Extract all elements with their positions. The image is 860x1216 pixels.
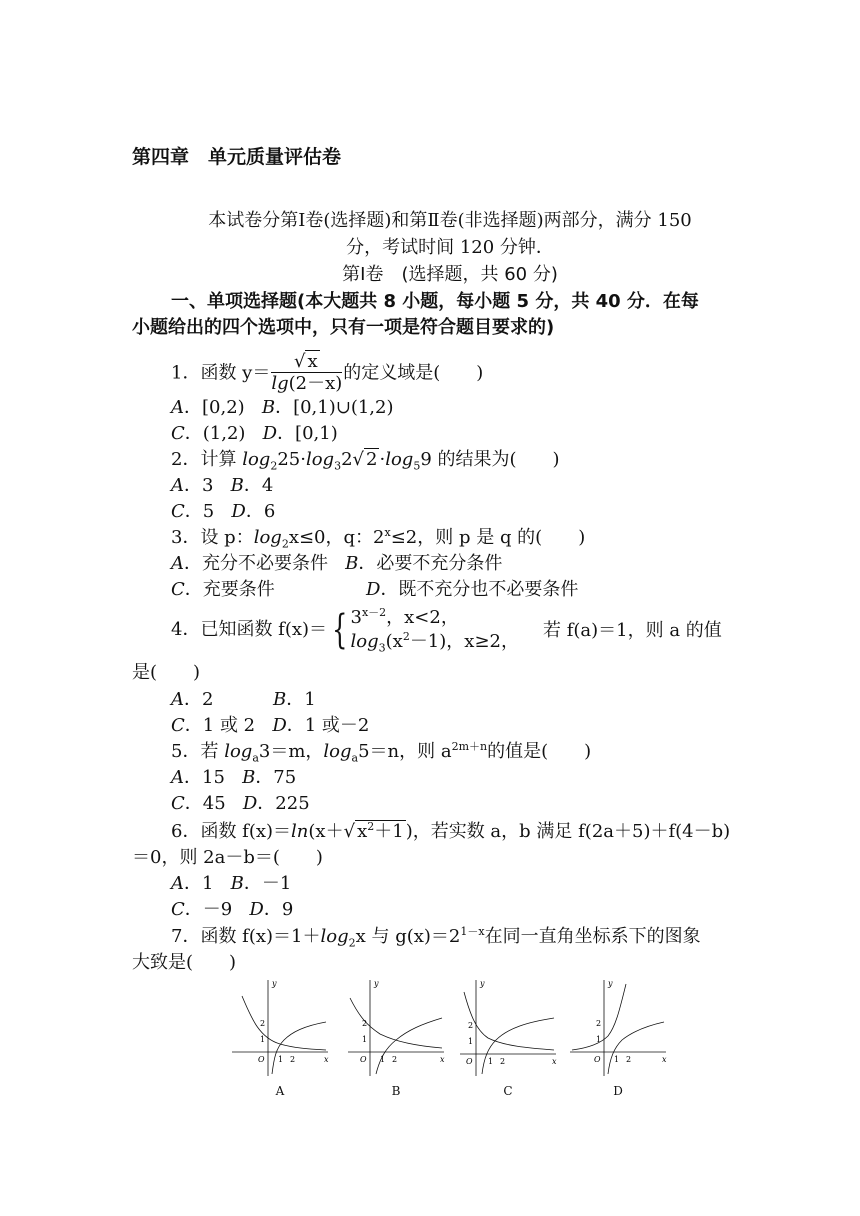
q5-b-label: B (242, 767, 256, 788)
q4-c2-exp: 2 (402, 630, 410, 643)
graph-b-x-tick-2: 2 (392, 1055, 398, 1064)
graph-b-increasing-curve (376, 1018, 442, 1074)
q3-exp: x (384, 526, 391, 539)
q3-log: log (253, 527, 282, 548)
graph-d-y-tick-2: 2 (596, 1019, 602, 1028)
q6-t2: )，若实数 a，b 满足 f(2a＋5)＋f(4－b) (405, 821, 731, 842)
q3-a-text: ．充分不必要条件 (184, 553, 328, 574)
q5-c-label: C (171, 793, 185, 814)
q4-b-text: ．1 (286, 689, 316, 710)
q2-log-3: log (385, 449, 414, 470)
q4-c1-exp: x－2 (361, 606, 387, 619)
page-title: 第四章 单元质量评估卷 (132, 146, 342, 168)
q2-d-text: ．6 (245, 501, 276, 522)
q3-a-label: A (171, 553, 184, 574)
q3-c-text: ．充要条件 (184, 579, 275, 600)
graph-d-x-tick-1: 1 (614, 1055, 620, 1064)
graph-c-decreasing-curve (464, 992, 554, 1050)
section-1-line-1: 一、单项选择题(本大题共 8 小题，每小题 5 分，共 40 分．在每 (171, 291, 699, 312)
q2-d-label: D (231, 501, 246, 522)
q4-d-text: ．1 或－2 (286, 715, 370, 736)
q1-suffix: 的定义域是( ) (343, 362, 484, 384)
q6-root-exp: 2 (367, 820, 375, 833)
graph-c-y-label: y (480, 979, 485, 988)
q4-prefix: 4．已知函数 f(x)＝ (171, 619, 328, 640)
q5-base-2: a (351, 751, 359, 765)
section-1-line-2: 小题给出的四个选项中，只有一项是符合题目要求的) (132, 317, 555, 338)
q3-prefix: 3．设 p： (171, 527, 254, 548)
graph-b-x-label: x (440, 1055, 445, 1064)
q5-base-1: a (252, 751, 259, 765)
q4-c-text: ．1 或 2 (184, 715, 256, 736)
graph-d-caption: D (613, 1084, 623, 1098)
graph-b-caption: B (391, 1084, 401, 1098)
q4-suffix: 若 f(a)＝1，则 a 的值 (543, 620, 722, 641)
q4-d-label: D (272, 715, 287, 736)
q6-root-a: x (357, 821, 368, 842)
q1-lg: lg (271, 373, 289, 394)
graph-d-increasing-curve (608, 1022, 664, 1074)
q4-b-label: B (273, 689, 287, 710)
graph-b (346, 978, 446, 1098)
q6-ln: ln (291, 821, 309, 842)
graph-c-x-label: x (552, 1057, 557, 1066)
q1-b-label: B (261, 397, 276, 418)
q6-c-label: C (171, 899, 185, 920)
q4-c2-log: log (350, 631, 379, 652)
q5-exp: 2m＋n (451, 740, 488, 753)
q6-root-b: ＋1 (374, 821, 404, 842)
q1-c-text: ．(1,2) (184, 423, 246, 444)
q2-prefix: 2．计算 (171, 449, 243, 470)
graph-b-x-tick-1: 1 (380, 1055, 386, 1064)
graph-c-x-tick-2: 2 (500, 1057, 506, 1066)
question-5 (171, 740, 591, 764)
graph-b-y-label: y (374, 979, 379, 988)
q2-base-2: 3 (334, 459, 342, 473)
q5-prefix: 5．若 (171, 741, 225, 762)
q5-log-2: log (323, 741, 352, 762)
q2-root: 2 (366, 449, 378, 470)
q7-exp: 1－x (460, 925, 485, 938)
graph-d-y-tick-1: 1 (596, 1035, 602, 1044)
question-4 (171, 606, 519, 654)
q6-d-text: ．9 (263, 899, 294, 920)
q2-b-label: B (230, 475, 244, 496)
question-3 (171, 526, 585, 550)
q1-d-label: D (262, 423, 278, 444)
q6-line-2: ＝0，则 2a－b＝( ) (132, 847, 323, 868)
q5-options-ab (171, 766, 296, 790)
q6-options-cd (171, 898, 293, 922)
q4-a-label: A (171, 689, 184, 710)
q7-prefix: 7．函数 f(x)＝1＋ (171, 926, 321, 947)
q4-option-b (273, 688, 316, 712)
q2-options-cd (171, 500, 275, 524)
q1-b-text: ．[0,1)∪(1,2) (275, 397, 394, 418)
graph-a (230, 978, 330, 1098)
q1-a-label: A (171, 397, 184, 418)
q1-options-ab (171, 396, 394, 420)
graph-b-origin: O (360, 1055, 367, 1064)
q6-root (355, 820, 406, 842)
graph-d-plot (568, 978, 668, 1078)
q6-t1: (x＋ (308, 821, 344, 842)
question-2: 2．计算 $\log_225\cdot\log_32√$ $2 \cdot\log_59$ 的结果为( ) (171, 449, 560, 473)
graph-d-x-label: x (662, 1055, 667, 1064)
q4-c2-base: 3 (378, 641, 386, 655)
graph-a-y-tick-2: 2 (260, 1019, 266, 1028)
q6-b-label: B (230, 873, 244, 894)
q5-a-text: ．15 (184, 767, 225, 788)
q7-base: 2 (348, 936, 356, 950)
graph-c-origin: O (466, 1057, 473, 1066)
q6-b-text: ．－1 (243, 873, 292, 894)
q6-options-ab (171, 872, 291, 896)
q7-line-2: 大致是( ) (132, 952, 237, 973)
q5-t1: 3＝m， (258, 741, 324, 762)
q5-t2: 5＝n，则 a (358, 741, 452, 762)
q6-a-label: A (171, 873, 184, 894)
q5-options-cd (171, 792, 310, 816)
question-6: 6．函数 f(x)＝ln(x＋√ $x^2+1$ )，若实数 a，b 满足 f(2a＋5)＋f(4－b) (171, 820, 731, 842)
intro-line-1: 本试卷分第Ⅰ卷(选择题)和第Ⅱ卷(非选择题)两部分，满分 150 (208, 210, 692, 231)
question-1 (171, 352, 483, 395)
q3-t2: ≤2，则 p 是 q 的( ) (390, 527, 586, 548)
graph-c-plot (458, 978, 558, 1078)
q4-c-label: C (171, 715, 185, 736)
q4-case-2 (351, 630, 519, 654)
q3-c-label: C (171, 579, 185, 600)
graph-c-y-tick-2: 2 (468, 1021, 474, 1030)
q4-cases (351, 606, 519, 654)
graph-b-y-tick-2: 2 (362, 1019, 368, 1028)
q3-base: 2 (281, 537, 289, 551)
q4-c1-base: 3 (350, 607, 362, 628)
q2-a-text: ．3 (184, 475, 214, 496)
graph-d-origin: O (594, 1055, 601, 1064)
q2-t4: 9 的结果为( ) (420, 449, 560, 470)
question-7 (171, 925, 701, 949)
q2-c-text: ．5 (184, 501, 215, 522)
graph-a-y-label: y (272, 979, 277, 988)
q1-options-cd (171, 422, 338, 446)
q1-den-arg: (2－x) (288, 373, 343, 394)
q1-numerator: √ x (271, 352, 342, 373)
q5-d-text: ．225 (257, 793, 310, 814)
q3-b-label: B (345, 553, 359, 574)
q3-options-cd (171, 578, 275, 602)
q1-d-text: ．[0,1) (277, 423, 338, 444)
q3-d-text: ．既不充分也不必要条件 (380, 579, 579, 600)
q6-a-text: ．1 (184, 873, 214, 894)
q3-options-ab (171, 552, 502, 576)
graph-d-y-label: y (608, 979, 613, 988)
q6-prefix: 6．函数 f(x)＝ (171, 821, 292, 842)
graph-c-y-tick-1: 1 (468, 1037, 474, 1046)
graph-d-x-tick-2: 2 (626, 1055, 632, 1064)
graph-d (568, 978, 668, 1098)
graph-c-x-tick-1: 1 (488, 1057, 494, 1066)
q3-d-label: D (366, 579, 381, 600)
graph-a-origin: O (258, 1055, 265, 1064)
intro-line-2: 分，考试时间 120 分钟． (346, 237, 554, 258)
q1-c-label: C (171, 423, 185, 444)
graph-c-caption: C (503, 1084, 513, 1098)
q4-a-text: ．2 (184, 689, 214, 710)
q2-a-label: A (171, 475, 184, 496)
q7-log: log (320, 926, 349, 947)
q6-d-label: D (249, 899, 264, 920)
q2-b-text: ．4 (243, 475, 274, 496)
q5-a-label: A (171, 767, 184, 788)
q4-c2-arg1: (x (385, 631, 403, 652)
q5-b-text: ．75 (255, 767, 297, 788)
q3-option-d (366, 578, 578, 602)
graph-a-y-tick-1: 1 (260, 1035, 266, 1044)
q7-t2: 在同一直角坐标系下的图象 (484, 926, 701, 947)
q2-log-2: log (305, 449, 335, 470)
q2-base-1: 2 (270, 459, 278, 473)
q4-line-2: 是( ) (132, 662, 201, 683)
q1-prefix: 1．函数 y＝ (171, 362, 271, 384)
q4-brace: { (332, 607, 348, 653)
q1-a-text: ．[0,2) (184, 397, 245, 418)
graph-b-plot (346, 978, 446, 1078)
q4-c2-arg2: －1)，x≥2， (409, 631, 519, 652)
q3-b-text: ．必要不充分条件 (358, 553, 503, 574)
q6-c-text: ．－9 (184, 899, 233, 920)
q2-t3: · (379, 449, 386, 470)
q2-options-ab (171, 474, 273, 498)
graph-a-x-tick-1: 1 (278, 1055, 284, 1064)
q1-num-text: x (307, 351, 318, 372)
q1-fraction (271, 352, 342, 395)
q4-case-1 (351, 606, 519, 630)
q5-log-1: log (224, 741, 253, 762)
graph-a-x-label: x (324, 1055, 329, 1064)
q4-c1-cond: ，x<2， (386, 607, 459, 628)
q3-t1: x≤0，q：2 (288, 527, 385, 548)
q1-denominator (271, 373, 342, 395)
graph-b-y-tick-1: 1 (362, 1035, 368, 1044)
graph-a-decreasing-curve (242, 996, 326, 1050)
q5-t3: 的值是( ) (487, 741, 592, 762)
graph-a-caption: A (275, 1084, 285, 1098)
graph-a-x-tick-2: 2 (290, 1055, 296, 1064)
q4-options-cd (171, 714, 369, 738)
q2-base-3: 5 (413, 459, 421, 473)
q2-log-1: log (242, 449, 271, 470)
part-1-title: 第Ⅰ卷 (选择题，共 60 分) (342, 264, 558, 285)
q2-c-label: C (171, 501, 185, 522)
graph-c (458, 978, 558, 1098)
graph-a-plot (230, 978, 330, 1078)
q7-t1: x 与 g(x)＝2 (355, 926, 461, 947)
q5-d-label: D (242, 793, 258, 814)
q2-t2: 2 (341, 449, 353, 470)
q5-c-text: ．45 (184, 793, 226, 814)
q2-t1: 25· (277, 449, 306, 470)
q4-options-ab (171, 688, 213, 712)
